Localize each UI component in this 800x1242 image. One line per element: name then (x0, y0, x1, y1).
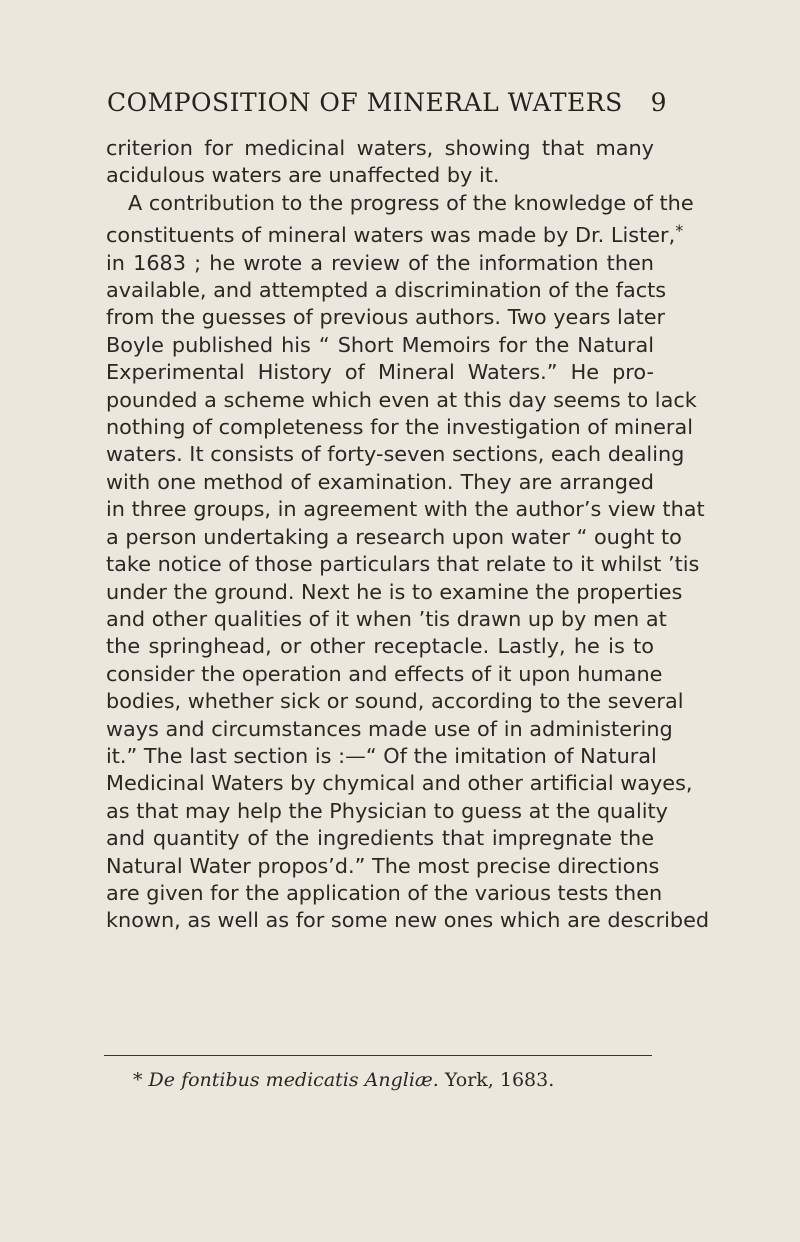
text-line: under the ground. Next he is to examine the properties (106, 579, 683, 604)
text-line-content: constituents of mineral waters was made by Dr. Lister, (106, 223, 676, 248)
text-line: bodies, whether sick or sound, according to the several (106, 689, 684, 714)
text-line: consider the operation and effects of it upon humane (106, 661, 663, 686)
text-line: are given for the application of the various tests then (106, 880, 663, 905)
text-line: Natural Water propos’d.” The most precise directions (106, 853, 660, 878)
text-line: from the guesses of previous authors. Two years later (106, 305, 666, 330)
text-line: nothing of completeness for the investigation of mineral (106, 415, 693, 440)
text-line: Medicinal Waters by chymical and other artificial wayes, (106, 771, 693, 796)
text-line: A contribution to the progress of the knowledge of the (128, 190, 694, 215)
footnote-title: De fontibus medicatis Angliæ. (148, 1069, 439, 1091)
text-line: it.” The last section is :—“ Of the imitation of Natural (106, 743, 657, 768)
footnote-marker: * (133, 1069, 143, 1091)
text-line: acidulous waters are unaffected by it. (106, 163, 500, 188)
running-head (107, 88, 667, 117)
text-line: available, and attempted a discrimination of the facts (106, 278, 667, 303)
footnote (133, 1069, 554, 1091)
text-line: in 1683 ; he wrote a review of the information then (106, 250, 654, 275)
text-line: waters. It consists of forty-seven sections, each dealing (106, 442, 685, 467)
text-line (106, 217, 684, 249)
text-line: and quantity of the ingredients that impregnate the (106, 826, 654, 851)
text-line: a person undertaking a research upon water “ ought to (106, 524, 682, 549)
running-head-title: COMPOSITION OF MINERAL WATERS (107, 88, 623, 117)
text-line: with one method of examination. They are arranged (106, 469, 654, 494)
footnote-reference: * (675, 221, 684, 241)
text-line: Experimental History of Mineral Waters.” He pro- (106, 360, 654, 385)
text-line: pounded a scheme which even at this day seems to lack (106, 387, 697, 412)
footnote-citation: York, 1683. (438, 1069, 555, 1091)
text-line: and other qualities of it when ’tis drawn up by men at (106, 606, 667, 631)
footnote-divider (104, 1055, 652, 1056)
text-line: Boyle published his “ Short Memoirs for the Natural (106, 332, 654, 357)
text-line: criterion for medicinal waters, showing that many (106, 136, 654, 160)
text-line: the springhead, or other receptacle. Lastly, he is to (106, 634, 654, 659)
text-line: ways and circumstances made use of in administering (106, 716, 673, 741)
text-line: in three groups, in agreement with the author’s view that (106, 497, 705, 522)
text-line: take notice of those particulars that relate to it whilst ’tis (106, 552, 700, 577)
text-line: known, as well as for some new ones which are described (106, 908, 710, 933)
body-text (106, 135, 710, 935)
text-line: as that may help the Physician to guess at the quality (106, 798, 668, 823)
page-number: 9 (650, 88, 667, 117)
